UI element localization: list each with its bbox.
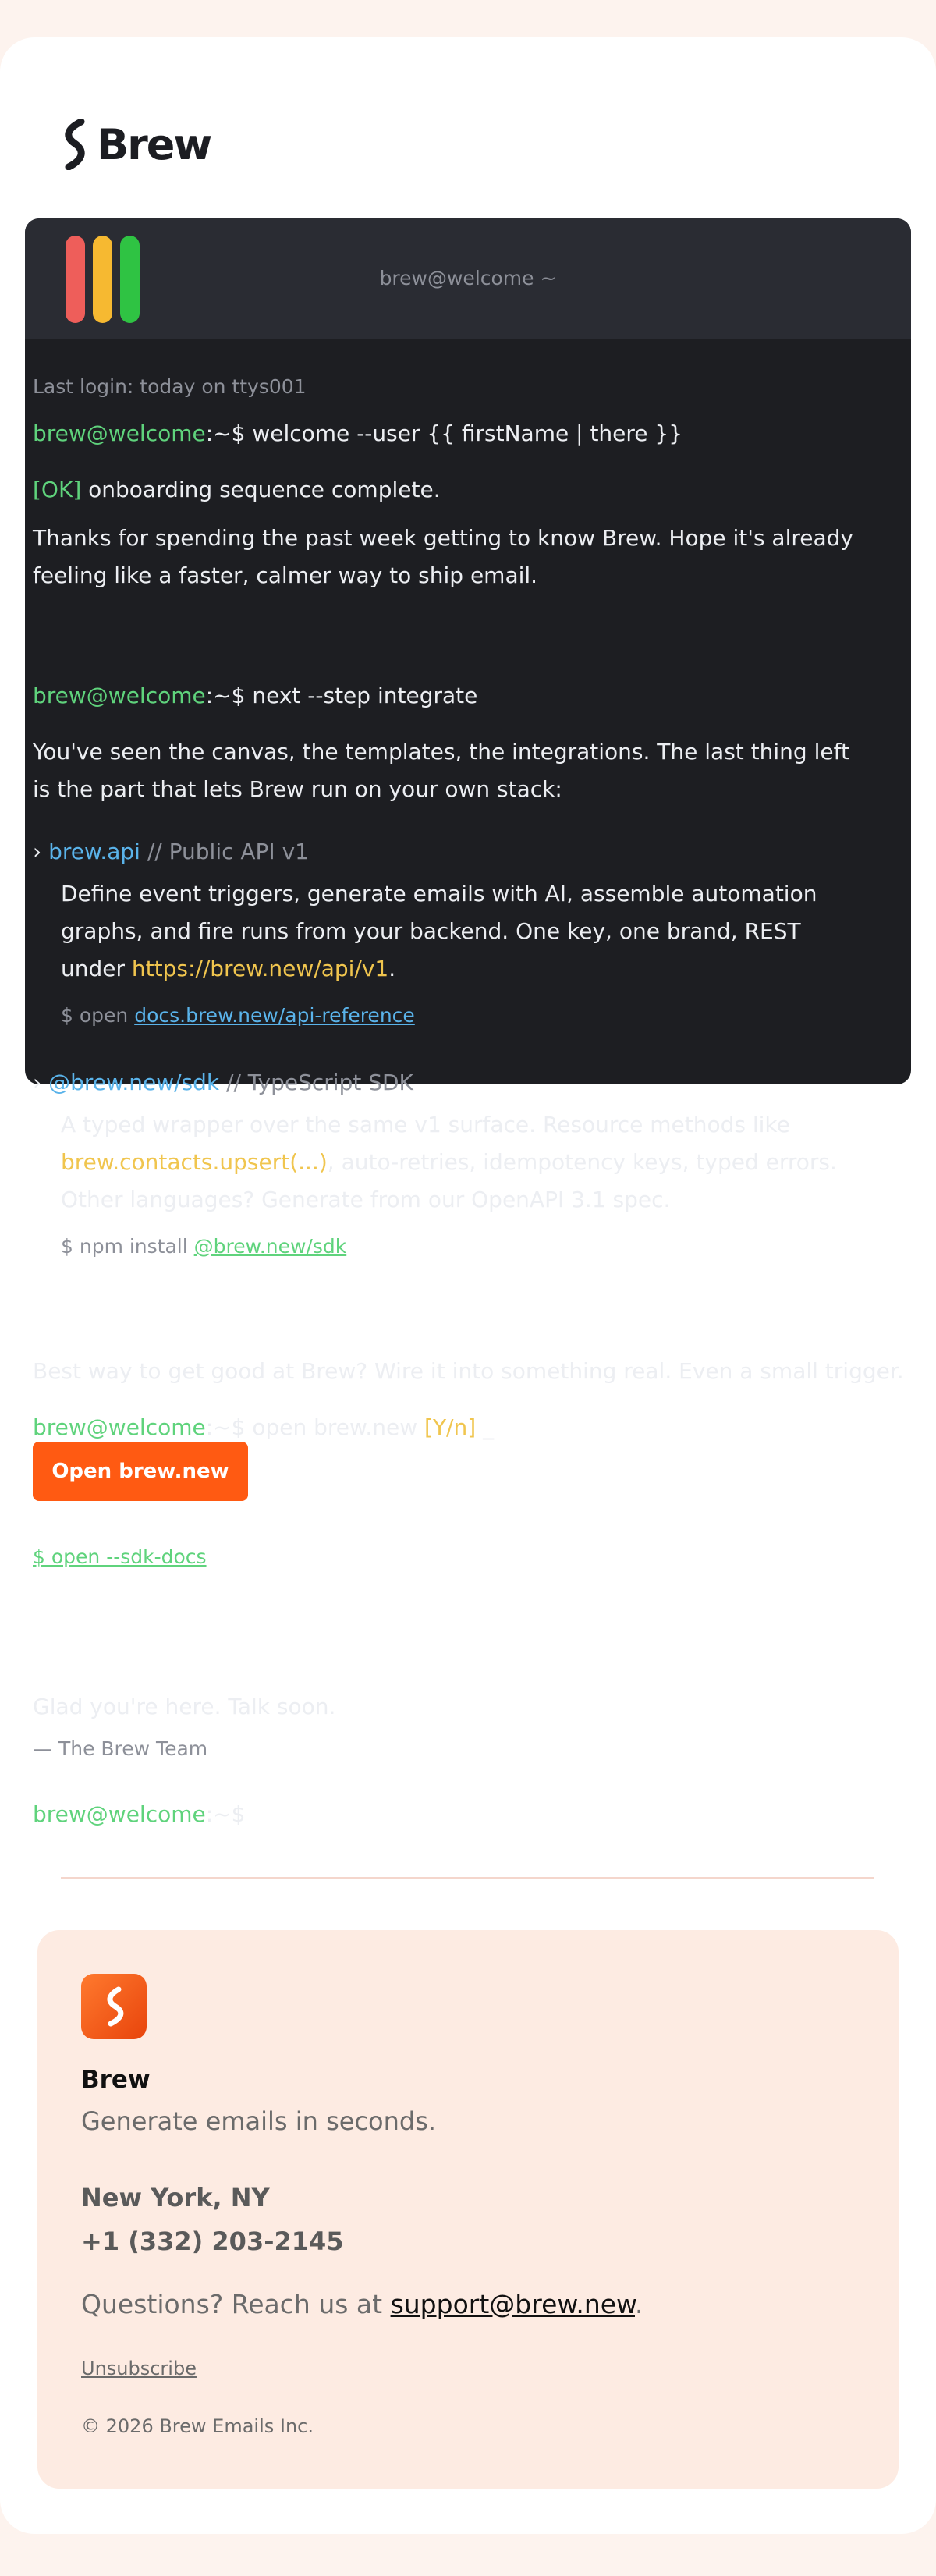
prompt-suffix: :~$ [205, 420, 246, 446]
api-comment: // Public API v1 [140, 839, 309, 864]
footer [37, 1930, 899, 2489]
support-email-link[interactable]: support@brew.new [390, 2289, 635, 2319]
command-text: open brew.new [245, 1414, 425, 1440]
brand-name: Brew [97, 119, 211, 169]
api-cmd-prefix: $ open [61, 1004, 135, 1027]
yn-prompt: [Y/n] [424, 1414, 477, 1440]
api-open-command [61, 997, 864, 1034]
cursor: _ [476, 1414, 495, 1440]
best-way-line: Best way to get good at Brew? Wire it into something real. Even a small trigger. [33, 1358, 904, 1384]
ok-line [33, 471, 860, 509]
terminal-title: brew@welcome ~ [379, 267, 557, 289]
questions-text: Questions? Reach us at [81, 2289, 391, 2319]
api-url: https://brew.new/api/v1 [131, 956, 389, 981]
api-desc-end: . [388, 956, 396, 981]
api-description [61, 875, 864, 988]
chevron-right-icon: › [33, 839, 42, 864]
sdk-description [61, 1106, 864, 1219]
sdk-comment: // TypeScript SDK [219, 1070, 413, 1095]
ok-tag: [OK] [33, 477, 82, 502]
sdk-desc-text: A typed wrapper over the same v1 surface. Resource methods like [61, 1112, 790, 1137]
sdk-install-command [61, 1228, 864, 1265]
thanks-paragraph: Thanks for spending the past week getting to know Brew. Hope it's already feeling like a faster, calmer way to ship email. [33, 525, 853, 588]
footer-brand-name: Brew [81, 2066, 151, 2094]
open-brew-button[interactable]: Open brew.new [33, 1442, 248, 1501]
prompt-suffix: :~$ [205, 683, 246, 708]
sdk-name: @brew.new/sdk [48, 1070, 220, 1095]
prompt-user: brew@welcome [33, 683, 206, 708]
api-name: brew.api [48, 839, 140, 864]
footer-questions [81, 2289, 644, 2319]
prompt-user: brew@welcome [33, 420, 206, 446]
sdk-desc-end: , auto-retries, idempotency keys, typed errors. Other languages? Generate from our OpenAPI 3.1 spec. [61, 1149, 837, 1212]
ok-text: onboarding sequence complete. [81, 477, 441, 502]
prompt-line-open [33, 1409, 860, 1446]
brew-logo[interactable] [58, 117, 211, 172]
prompt-suffix: :~$ [205, 1801, 246, 1827]
signoff: — The Brew Team [33, 1737, 208, 1760]
footer-phone[interactable]: +1 (332) 203-2145 [81, 2227, 344, 2256]
prompt-user: brew@welcome [33, 1801, 206, 1827]
seen-paragraph: You've seen the canvas, the templates, the integrations. The last thing left is the part that lets Brew run on your own stack: [33, 739, 849, 802]
command-text: welcome --user {{ firstName | there }} [245, 420, 683, 446]
footer-city: New York, NY [81, 2183, 270, 2212]
prompt-line-next [33, 677, 860, 715]
unsubscribe-link[interactable]: Unsubscribe [81, 2358, 197, 2379]
glad-line: Glad you're here. Talk soon. [33, 1694, 336, 1719]
footer-divider [61, 1877, 874, 1879]
terminal-title-bar [25, 218, 911, 339]
prompt-user: brew@welcome [33, 1414, 206, 1440]
footer-tagline: Generate emails in seconds. [81, 2106, 437, 2136]
sdk-docs-link[interactable]: $ open --sdk-docs [33, 1545, 207, 1568]
copyright: © 2026 Brew Emails Inc. [81, 2415, 314, 2437]
sdk-cmd-prefix: $ npm install [61, 1235, 194, 1258]
sdk-code: brew.contacts.upsert(...) [61, 1149, 328, 1175]
prompt-suffix: :~$ [205, 1414, 246, 1440]
brew-logo-icon [58, 119, 94, 170]
email-card [0, 37, 936, 2534]
sdk-package-link[interactable]: @brew.new/sdk [193, 1235, 347, 1258]
api-desc-text: Define event triggers, generate emails with AI, assemble automation graphs, and fire runs from your backend. One key, one brand, REST under [61, 881, 817, 981]
command-text: next --step integrate [245, 683, 478, 708]
prompt-line-final [33, 1796, 860, 1833]
api-heading [33, 833, 860, 871]
last-login-line: Last login: today on ttys001 [33, 375, 307, 398]
sdk-heading [33, 1064, 860, 1102]
questions-end: . [635, 2289, 644, 2319]
api-reference-link[interactable]: docs.brew.new/api-reference [134, 1004, 415, 1027]
prompt-line-welcome [33, 415, 860, 452]
chevron-right-icon: › [33, 1070, 42, 1095]
brew-app-icon [81, 1974, 147, 2039]
